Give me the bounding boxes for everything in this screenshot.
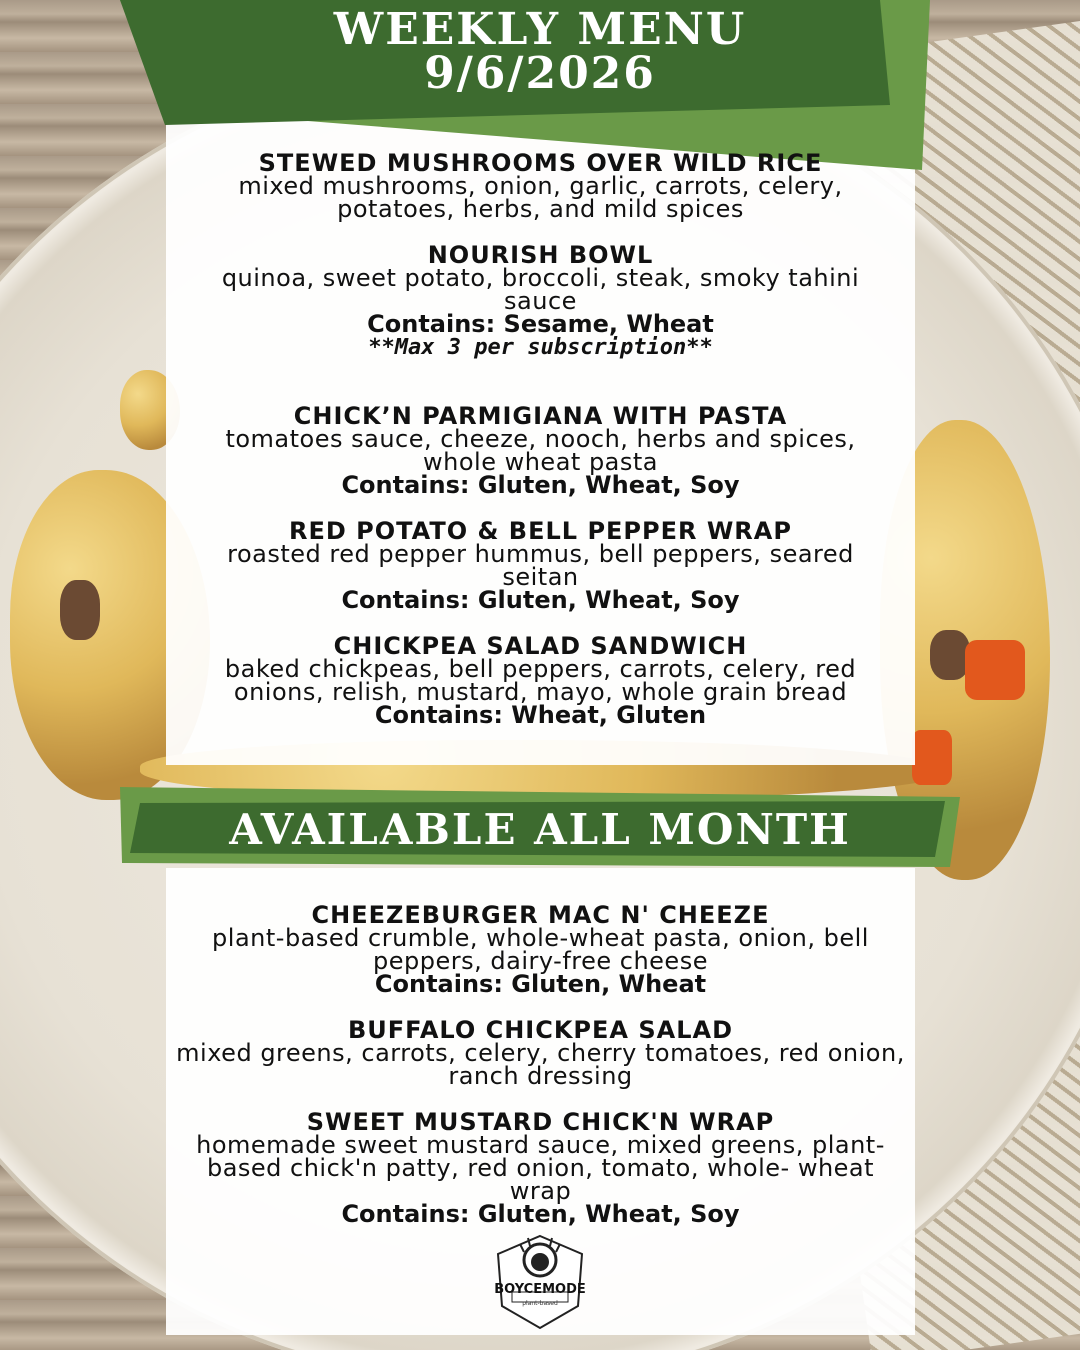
- menu-item: [166, 1016, 915, 1090]
- item-desc: sauce: [504, 287, 577, 315]
- item-desc: plant-based crumble, whole-wheat pasta, onion, bell: [212, 924, 869, 952]
- item-desc: whole wheat pasta: [423, 448, 658, 476]
- item-allergens: Contains: Sesame, Wheat: [367, 310, 714, 338]
- item-desc: seitan: [502, 563, 579, 591]
- pepper-piece: [912, 730, 952, 785]
- item-name: CHEEZEBURGER MAC N' CHEEZE: [311, 901, 770, 929]
- item-desc: quinoa, sweet potato, broccoli, steak, smoky tahini: [221, 264, 860, 292]
- title-text: WEEKLY MENU: [333, 4, 747, 55]
- item-desc: peppers, dairy-free cheese: [373, 947, 708, 975]
- item-desc: ranch dressing: [448, 1062, 633, 1090]
- menu-item: [166, 901, 915, 998]
- item-name: RED POTATO & BELL PEPPER WRAP: [289, 517, 792, 545]
- item-desc: mixed mushrooms, onion, garlic, carrots, celery,: [238, 172, 843, 200]
- brand-logo: [490, 1232, 590, 1332]
- item-note: **Max 3 per subscription**: [368, 335, 713, 360]
- item-desc: homemade sweet mustard sauce, mixed greens, plant-: [196, 1131, 885, 1159]
- item-desc: tomatoes sauce, cheeze, nooch, herbs and spices,: [225, 425, 856, 453]
- crumble-piece: [60, 580, 100, 640]
- menu-item: [166, 632, 915, 729]
- item-desc: baked chickpeas, bell peppers, carrots, celery, red: [224, 655, 857, 683]
- item-name: BUFFALO CHICKPEA SALAD: [348, 1016, 733, 1044]
- item-desc: based chick'n patty, red onion, tomato, whole- wheat: [206, 1154, 875, 1182]
- item-allergens: Contains: Gluten, Wheat, Soy: [341, 471, 740, 499]
- menu-item: [166, 1108, 915, 1228]
- page-title: [0, 4, 1080, 99]
- monthly-heading: AVAILABLE ALL MONTH: [229, 805, 851, 854]
- item-name: CHICK’N PARMIGIANA WITH PASTA: [293, 402, 788, 430]
- menu-item: [166, 402, 915, 499]
- item-allergens: Contains: Gluten, Wheat, Soy: [341, 586, 740, 614]
- menu-item: [166, 149, 915, 223]
- item-desc: potatoes, herbs, and mild spices: [337, 195, 744, 223]
- logo-text: BOYCEMODE: [494, 1282, 586, 1297]
- pepper-piece: [965, 640, 1025, 700]
- item-allergens: Contains: Gluten, Wheat: [374, 970, 707, 998]
- item-allergens: Contains: Gluten, Wheat, Soy: [341, 1200, 740, 1228]
- logo-subtext: plant-based: [522, 1300, 558, 1307]
- item-desc: wrap: [509, 1177, 572, 1205]
- item-desc: roasted red pepper hummus, bell peppers, seared: [227, 540, 854, 568]
- crumble-piece: [930, 630, 970, 680]
- item-allergens: Contains: Wheat, Gluten: [374, 701, 707, 729]
- item-desc: mixed greens, carrots, celery, cherry tomatoes, red onion,: [176, 1039, 905, 1067]
- menu-item: [166, 241, 915, 360]
- item-name: SWEET MUSTARD CHICK'N WRAP: [306, 1108, 775, 1136]
- item-name: NOURISH BOWL: [427, 241, 654, 269]
- menu-item: [166, 517, 915, 614]
- menu-date: 9/6/2026: [424, 48, 656, 99]
- item-desc: onions, relish, mustard, mayo, whole grain bread: [233, 678, 848, 706]
- item-name: CHICKPEA SALAD SANDWICH: [333, 632, 748, 660]
- item-name: STEWED MUSHROOMS OVER WILD RICE: [258, 149, 823, 177]
